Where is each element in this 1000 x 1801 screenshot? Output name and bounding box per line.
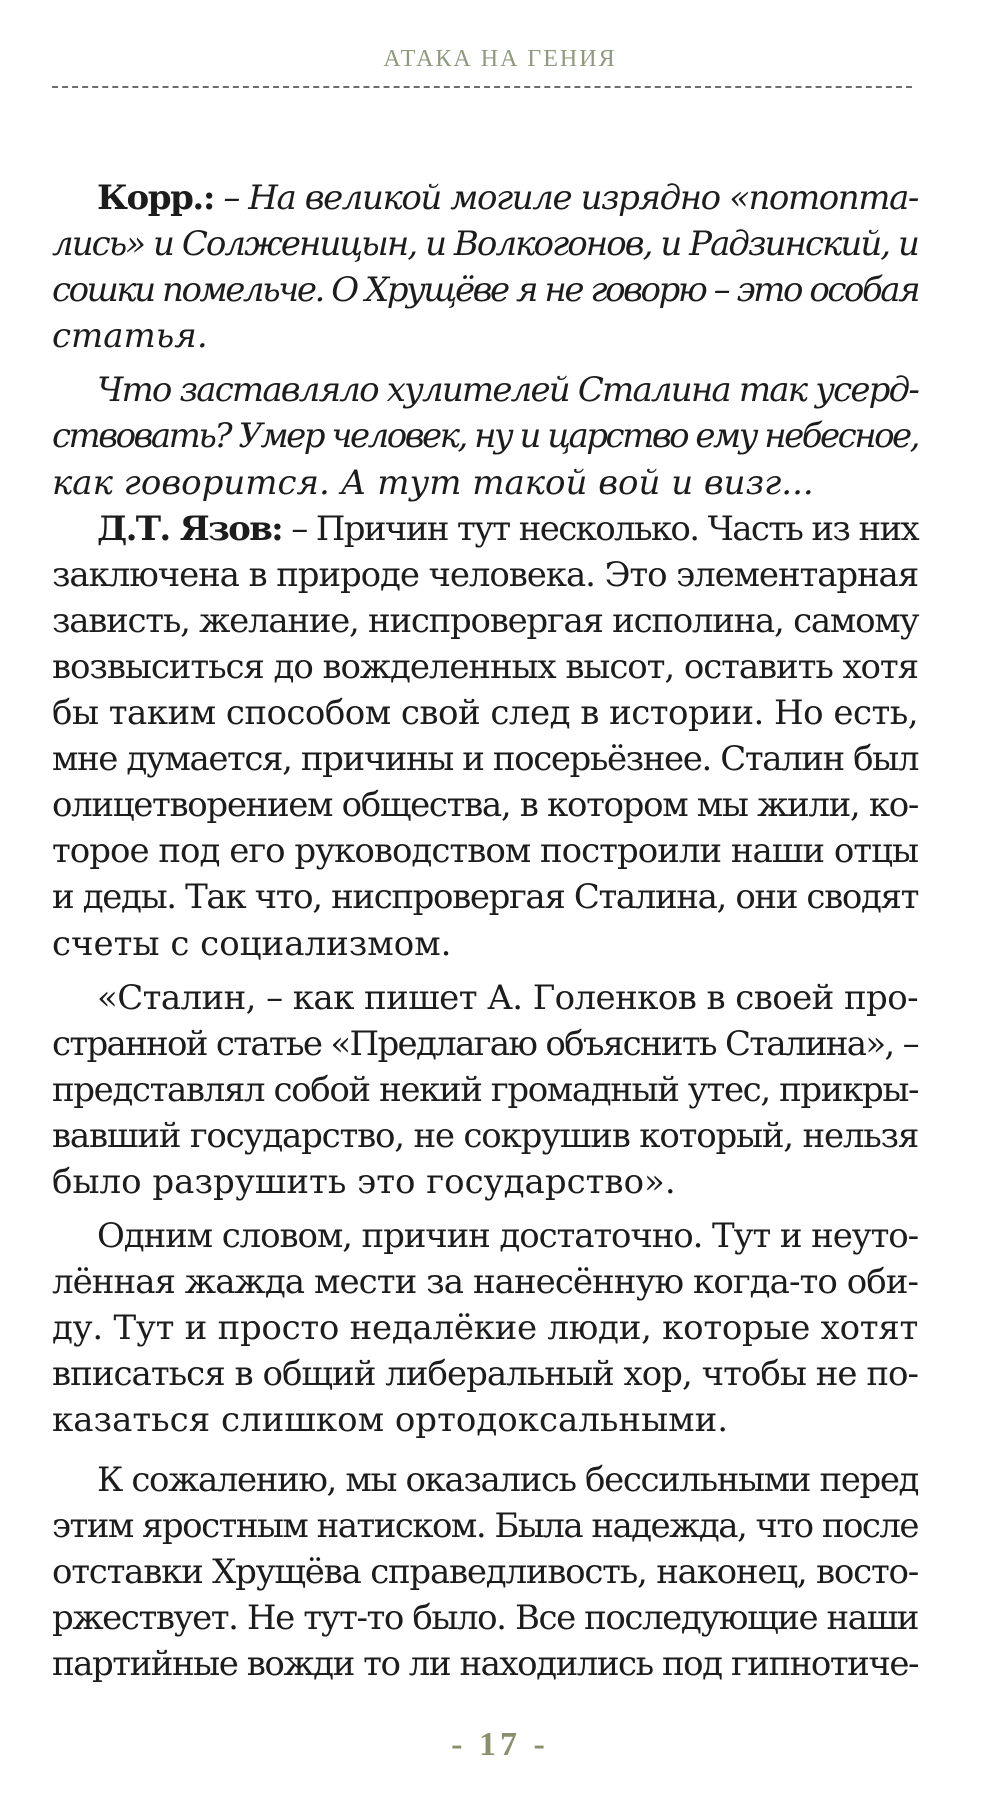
text-line: заключена в природе человека. Это элементарная — [52, 554, 919, 595]
text-line: как говорится. А тут такой вой и визг... — [52, 462, 814, 503]
text-line: казаться слишком ортодоксальными. — [52, 1400, 729, 1441]
text-line: зависть, желание, ниспровергая исполина, самому — [52, 600, 919, 641]
text-line — [52, 506, 918, 552]
running-title: АТАКА НА ГЕНИЯ — [383, 46, 617, 72]
paragraph-corr-question-cont — [52, 367, 918, 505]
text-line: счеты с социализмом. — [52, 923, 452, 964]
page-number: - 17 - — [451, 1726, 549, 1763]
text-line: ржествует. Не тут-то было. Все последующие наши — [52, 1597, 918, 1638]
text-line: партийные вожди то ли находились под гипнотиче- — [52, 1643, 918, 1684]
speaker-label: Д.Т. Язов: — [97, 508, 283, 549]
paragraph-golenkov-quote — [52, 975, 918, 1205]
text-line: представлял собой некий громадный утес, прикры- — [52, 1069, 919, 1110]
header-divider — [52, 86, 912, 88]
text-line: К сожалению, мы оказались бессильными перед — [97, 1459, 919, 1500]
text-line: ствовать? Умер человек, ну и царство ему небесное, — [52, 416, 918, 457]
text-line: возвыситься до вожделенных высот, оставить хотя — [52, 646, 918, 687]
text-line: статья. — [52, 316, 208, 357]
text-line: и деды. Так что, ниспровергая Сталина, они сводят — [52, 877, 918, 918]
text-line: «Сталин, – как пишет А. Голенков в своей про- — [97, 977, 918, 1018]
text-line: этим яростным натиском. Была надежда, что после — [52, 1505, 918, 1546]
text-line: торое под его руководством построили наши отцы — [52, 831, 918, 872]
text-line: ду. Тут и просто недалёкие люди, которые хотят — [52, 1308, 918, 1349]
text-line: сошки помельче. О Хрущёве я не говорю – это особая — [52, 270, 919, 311]
text-line: лённая жажда мести за нанесённую когда-то оби- — [52, 1262, 918, 1303]
text-line: бы таким способом свой след в истории. Но есть, — [52, 693, 919, 734]
text-line: Одним словом, причин достаточно. Тут и неуто- — [97, 1216, 918, 1257]
paragraph-corr-question — [52, 175, 918, 359]
text-line: лись» и Солженицын, и Волкогонов, и Радзинский, и — [52, 224, 918, 265]
text-line: олицетворением общества, в котором мы жили, ко- — [52, 785, 919, 826]
text-line: вписаться в общий либеральный хор, чтобы не по- — [52, 1354, 919, 1395]
text-line — [52, 175, 918, 221]
paragraph-regret — [52, 1457, 918, 1687]
speaker-label: Корр.: — [97, 178, 214, 218]
text-line: было разрушить это государство». — [52, 1161, 676, 1202]
paragraph-reasons — [52, 1213, 918, 1443]
text-fragment: – Причин тут несколько. Часть из них — [282, 508, 919, 549]
text-line: странной статье «Предлагаю объяснить Сталина», – — [52, 1023, 918, 1064]
page-text — [52, 175, 918, 1687]
paragraph-yazov-answer — [52, 506, 918, 967]
text-line: Что заставляло хулителей Сталина так усерд- — [97, 370, 918, 411]
text-line: отставки Хрущёва справедливость, наконец, восто- — [52, 1551, 918, 1592]
text-fragment: – На великой могиле изрядно «потопта- — [213, 178, 918, 218]
text-line: мне думается, причины и посерьёзнее. Сталин был — [52, 739, 918, 780]
text-line: вавший государство, не сокрушив который, нельзя — [52, 1115, 919, 1156]
